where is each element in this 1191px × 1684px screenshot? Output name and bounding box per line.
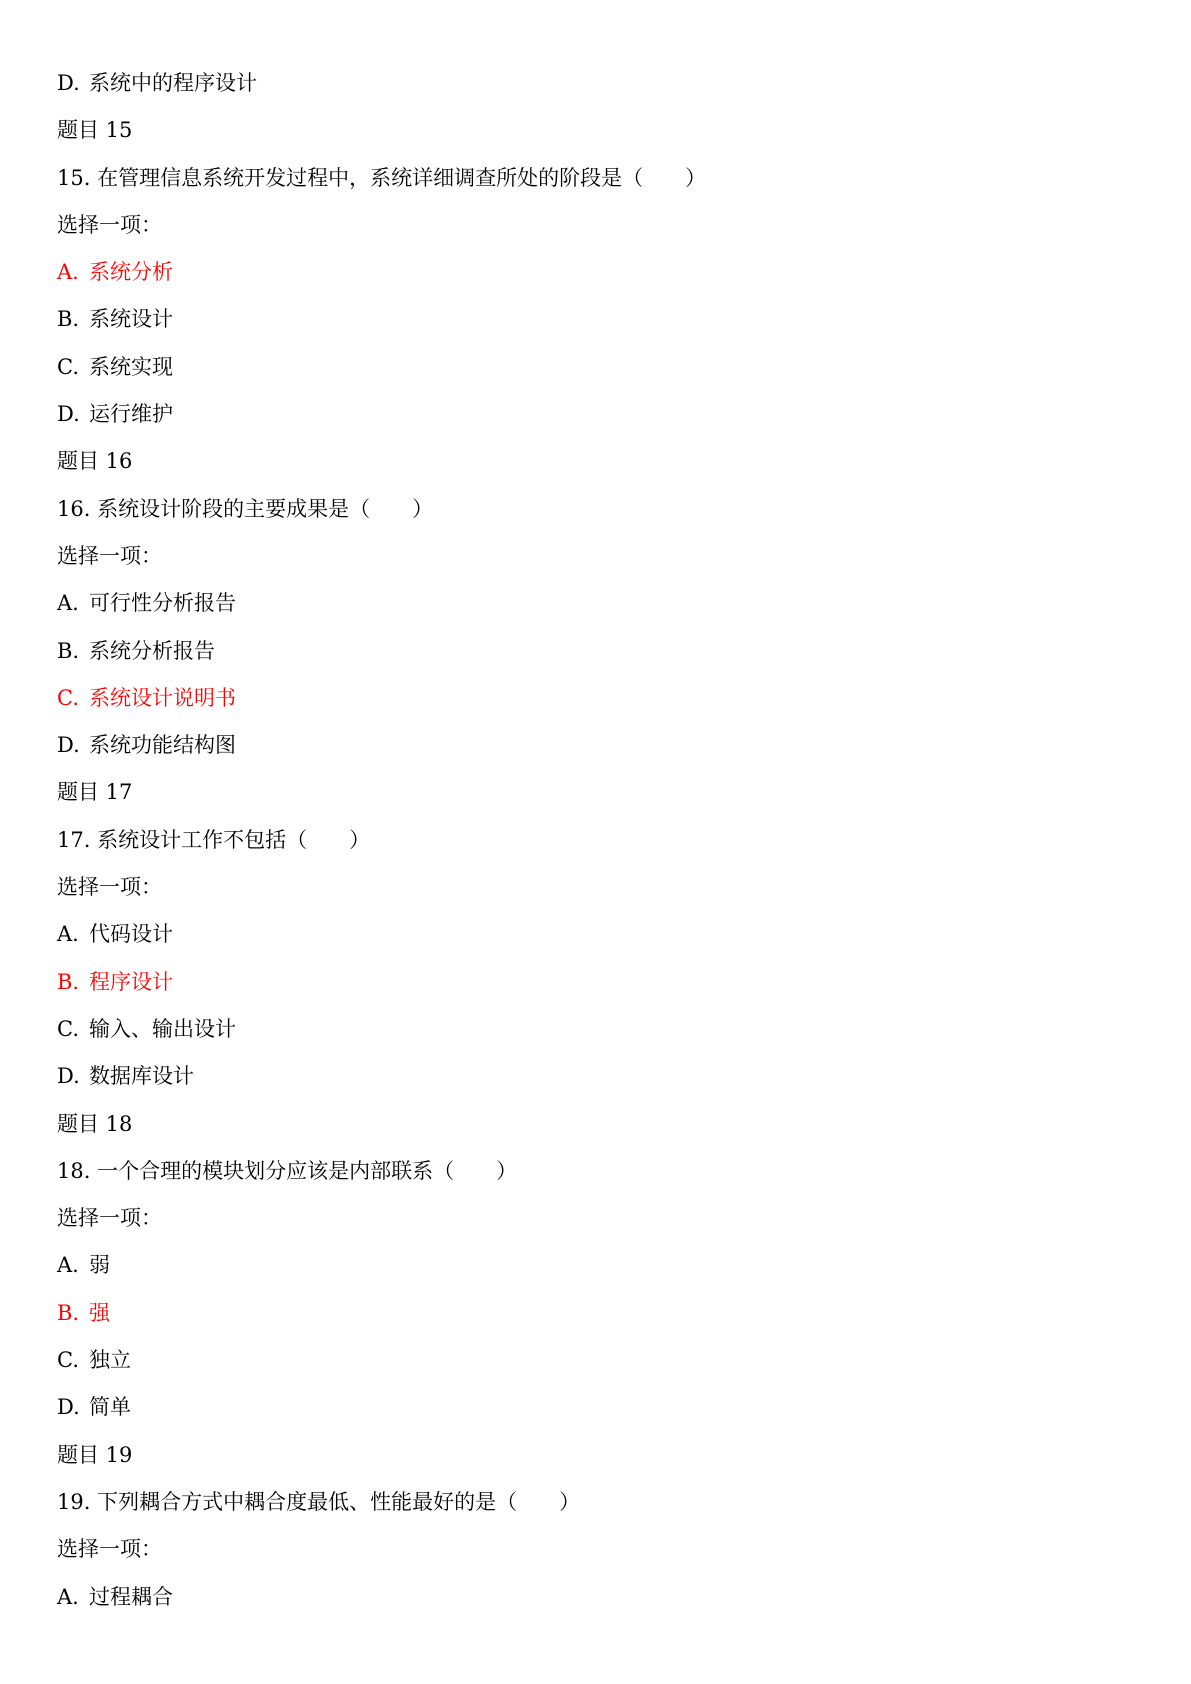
option-letter: C. bbox=[57, 685, 79, 710]
option-text: 强 bbox=[89, 1300, 110, 1325]
option-text: 系统分析报告 bbox=[89, 638, 215, 663]
choose-one-prompt: 选择一项： bbox=[57, 875, 162, 900]
option-text: 运行维护 bbox=[89, 402, 173, 427]
option-a bbox=[57, 1574, 1137, 1621]
option-b bbox=[57, 628, 1137, 675]
option-text: 过程耦合 bbox=[89, 1584, 173, 1609]
choose-one-prompt: 选择一项： bbox=[57, 212, 162, 237]
question-text: 16. 系统设计阶段的主要成果是（ ） bbox=[57, 496, 434, 521]
option-b-correct bbox=[57, 1290, 1137, 1337]
question-heading: 题目 16 bbox=[57, 449, 133, 474]
option-a bbox=[57, 911, 1137, 958]
option-c bbox=[57, 1006, 1137, 1053]
question-text: 19. 下列耦合方式中耦合度最低、性能最好的是（ ） bbox=[57, 1489, 581, 1514]
option-text: 系统实现 bbox=[89, 354, 173, 379]
option-letter: D. bbox=[57, 1064, 80, 1089]
option-text: 系统中的程序设计 bbox=[89, 71, 257, 95]
option-text: 弱 bbox=[89, 1253, 110, 1278]
choose-one-prompt: 选择一项： bbox=[57, 543, 162, 568]
option-a-correct bbox=[57, 249, 1137, 296]
option-text: 系统功能结构图 bbox=[89, 733, 236, 758]
option-letter: D. bbox=[57, 1395, 80, 1420]
question-heading: 题目 15 bbox=[57, 118, 133, 143]
question-heading: 题目 19 bbox=[57, 1442, 133, 1467]
option-text: 简单 bbox=[89, 1395, 131, 1420]
option-letter: A. bbox=[57, 260, 79, 285]
option-c-correct bbox=[57, 675, 1137, 722]
option-letter: C. bbox=[57, 1348, 79, 1373]
option-letter: B. bbox=[57, 969, 80, 994]
option-b bbox=[57, 296, 1137, 343]
option-a bbox=[57, 1242, 1137, 1289]
option-text: 数据库设计 bbox=[89, 1064, 194, 1089]
option-d bbox=[57, 1053, 1137, 1100]
option-b-correct bbox=[57, 959, 1137, 1006]
option-letter: C. bbox=[57, 1016, 79, 1041]
option-d bbox=[57, 1384, 1137, 1431]
option-c bbox=[57, 344, 1137, 391]
option-letter: D. bbox=[57, 402, 80, 427]
option-letter: A. bbox=[57, 1253, 79, 1278]
option-letter: C. bbox=[57, 354, 79, 379]
option-text: 系统设计 bbox=[89, 307, 173, 332]
option-text: 输入、输出设计 bbox=[89, 1016, 236, 1041]
option-c bbox=[57, 1337, 1137, 1384]
option-letter: B. bbox=[57, 1300, 80, 1325]
option-text: 系统分析 bbox=[89, 260, 173, 285]
option-letter: D. bbox=[57, 733, 80, 758]
question-text: 17. 系统设计工作不包括（ ） bbox=[57, 827, 371, 852]
option-text: 独立 bbox=[89, 1348, 131, 1373]
option-letter: D. bbox=[57, 71, 80, 95]
option-d bbox=[57, 722, 1137, 769]
choose-one-prompt: 选择一项： bbox=[57, 1537, 162, 1562]
option-text: 程序设计 bbox=[89, 969, 173, 994]
question-heading: 题目 18 bbox=[57, 1111, 133, 1136]
option-letter: A. bbox=[57, 922, 79, 947]
option-letter: A. bbox=[57, 591, 79, 616]
option-text: 系统设计说明书 bbox=[89, 685, 236, 710]
option-a bbox=[57, 580, 1137, 627]
option-d bbox=[57, 60, 1137, 107]
option-text: 可行性分析报告 bbox=[89, 591, 236, 616]
choose-one-prompt: 选择一项： bbox=[57, 1206, 162, 1231]
option-letter: B. bbox=[57, 307, 80, 332]
option-letter: A. bbox=[57, 1584, 79, 1609]
option-text: 代码设计 bbox=[89, 922, 173, 947]
document-page bbox=[57, 60, 1137, 1621]
option-d bbox=[57, 391, 1137, 438]
option-letter: B. bbox=[57, 638, 80, 663]
question-text: 15. 在管理信息系统开发过程中，系统详细调查所处的阶段是（ ） bbox=[57, 165, 707, 190]
question-heading: 题目 17 bbox=[57, 780, 133, 805]
question-text: 18. 一个合理的模块划分应该是内部联系（ ） bbox=[57, 1158, 518, 1183]
